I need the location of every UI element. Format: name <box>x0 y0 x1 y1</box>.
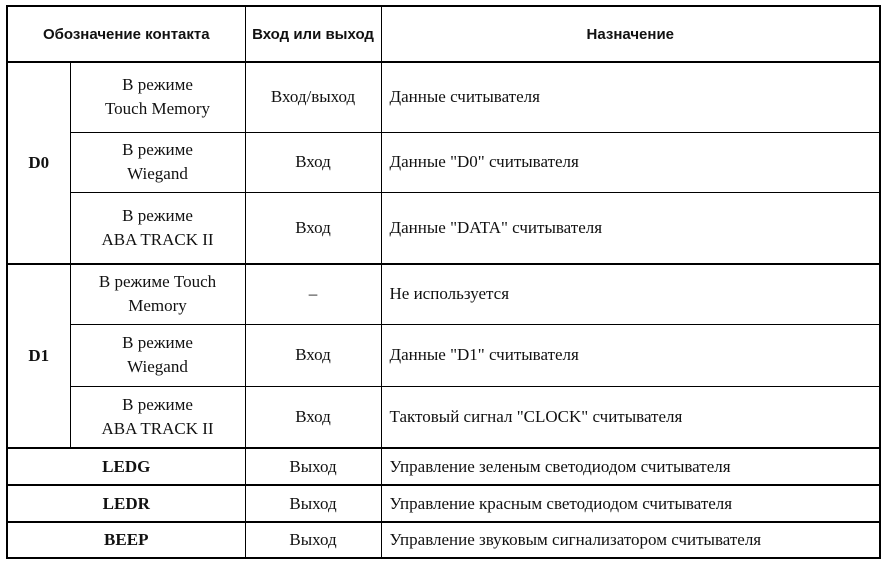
purpose-cell: Данные "D0" считывателя <box>381 132 880 192</box>
header-contact: Обозначение контакта <box>7 6 245 62</box>
table-row <box>7 522 880 558</box>
mode-line: В режиме <box>122 333 193 352</box>
mode-line: Wiegand <box>127 357 188 376</box>
mode-line: ABA TRACK II <box>101 229 214 249</box>
io-cell: Вход <box>245 192 381 264</box>
contact-name-d1: D1 <box>7 264 70 448</box>
purpose-cell: Данные "D1" считывателя <box>381 324 880 386</box>
mode-line: В режиме <box>122 205 193 225</box>
table-row <box>7 264 880 324</box>
purpose-cell: Тактовый сигнал "CLOCK" считывателя <box>381 386 880 448</box>
mode-line: В режиме <box>122 394 193 414</box>
purpose-cell: Не используется <box>381 264 880 324</box>
mode-cell <box>70 62 245 132</box>
purpose-cell: Управление звуковым сигнализатором считывателя <box>381 522 880 558</box>
io-cell: Вход <box>245 324 381 386</box>
mode-line: Touch Memory <box>104 99 211 119</box>
table-row <box>7 485 880 522</box>
mode-line: ABA TRACK II <box>101 418 214 438</box>
table-row <box>7 132 880 192</box>
mode-cell <box>70 132 245 192</box>
contact-name-beep: BEEP <box>7 522 245 558</box>
header-io: Вход или выход <box>245 6 381 62</box>
io-cell: Выход <box>245 485 381 522</box>
header-purpose: Назначение <box>381 6 880 62</box>
mode-line: Wiegand <box>127 164 188 183</box>
mode-line: Memory <box>128 296 187 316</box>
mode-cell <box>70 192 245 264</box>
mode-line: В режиме Touch <box>98 272 217 292</box>
table-row <box>7 324 880 386</box>
mode-cell <box>70 386 245 448</box>
contact-name-ledg: LEDG <box>7 448 245 485</box>
mode-line: В режиме <box>122 75 193 95</box>
io-cell: Вход <box>245 132 381 192</box>
table-row <box>7 192 880 264</box>
table-row <box>7 448 880 485</box>
contact-name-ledr: LEDR <box>7 485 245 522</box>
table-row <box>7 62 880 132</box>
contact-name-d0: D0 <box>7 62 70 264</box>
table-header-row <box>7 6 880 62</box>
contacts-table <box>6 5 881 559</box>
io-cell: – <box>245 264 381 324</box>
purpose-cell: Управление красным светодиодом считывателя <box>381 485 880 522</box>
mode-cell <box>70 264 245 324</box>
table-row <box>7 386 880 448</box>
purpose-cell: Управление зеленым светодиодом считывателя <box>381 448 880 485</box>
mode-line: В режиме <box>122 140 193 159</box>
io-cell: Выход <box>245 522 381 558</box>
io-cell: Вход/выход <box>245 62 381 132</box>
io-cell: Вход <box>245 386 381 448</box>
purpose-cell: Данные "DATA" считывателя <box>381 192 880 264</box>
mode-cell <box>70 324 245 386</box>
io-cell: Выход <box>245 448 381 485</box>
purpose-cell: Данные считывателя <box>381 62 880 132</box>
